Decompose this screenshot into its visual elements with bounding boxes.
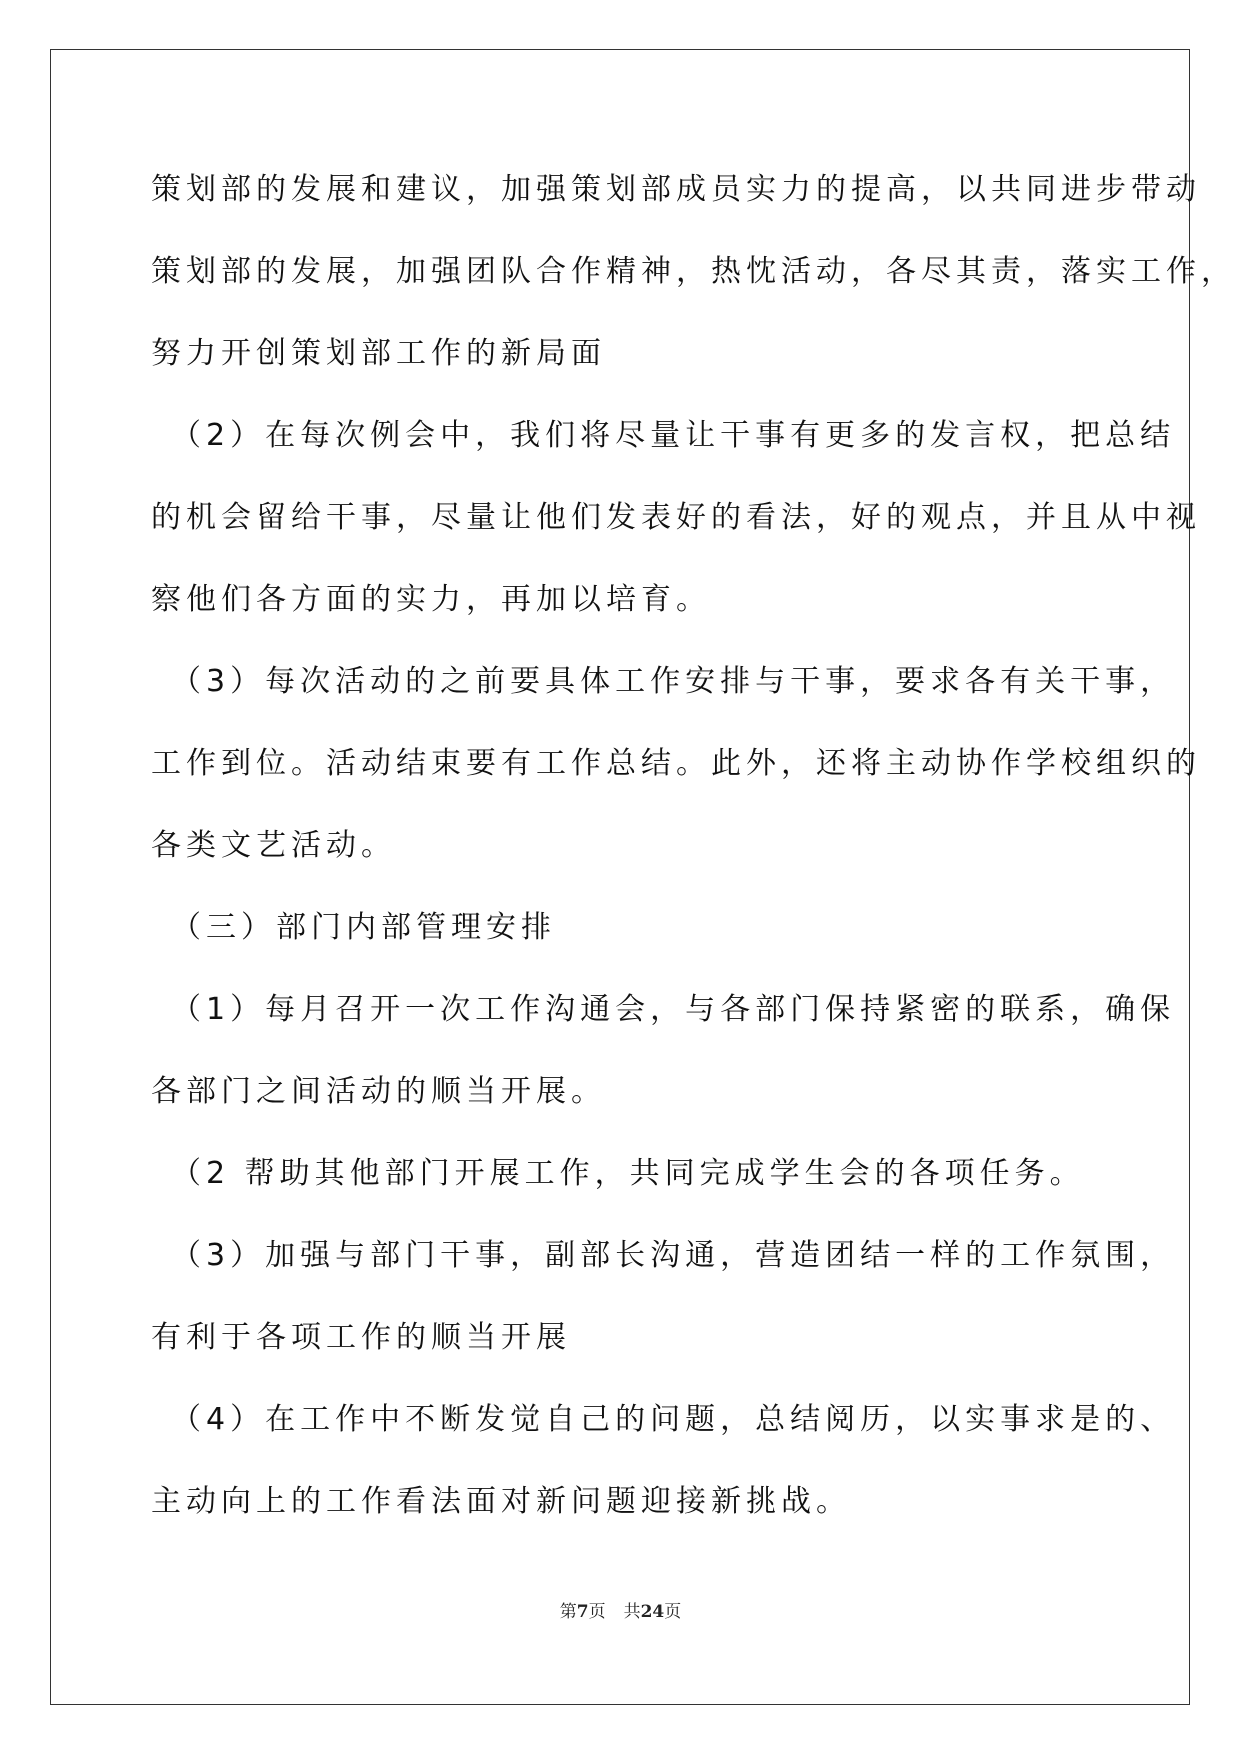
paragraph-line: 各部门之间活动的顺当开展。 <box>151 1074 606 1109</box>
paragraph-line: 策划部的发展和建议，加强策划部成员实力的提高，以共同进步带动 <box>151 172 1201 207</box>
footer-total-suffix: 页 <box>664 1602 682 1622</box>
footer-total-prefix: 共 <box>623 1602 641 1622</box>
paragraph-line: 努力开创策划部工作的新局面 <box>151 336 606 371</box>
paragraph-line: 察他们各方面的实力，再加以培育。 <box>151 582 711 617</box>
footer-page-number: 7 <box>576 1602 589 1622</box>
paragraph-line: （3）加强与部门干事，副部长沟通，营造团结一样的工作氛围， <box>151 1238 1176 1273</box>
paragraph-line: 工作到位。活动结束要有工作总结。此外，还将主动协作学校组织的 <box>151 746 1201 781</box>
footer-page-prefix: 第 <box>559 1602 577 1622</box>
footer-total-pages: 24 <box>640 1602 665 1622</box>
paragraph-line: 的机会留给干事，尽量让他们发表好的看法，好的观点，并且从中视 <box>151 500 1201 535</box>
paragraph-line: 各类文艺活动。 <box>151 828 396 863</box>
footer-page-suffix: 页 <box>588 1602 606 1622</box>
paragraph-line: 有利于各项工作的顺当开展 <box>151 1320 571 1355</box>
paragraph-line: 主动向上的工作看法面对新问题迎接新挑战。 <box>151 1484 851 1519</box>
paragraph-line: 策划部的发展，加强团队合作精神，热忱活动，各尽其责，落实工作， <box>151 254 1236 289</box>
paragraph-line: （3）每次活动的之前要具体工作安排与干事，要求各有关干事， <box>151 664 1176 699</box>
section-heading: （三）部门内部管理安排 <box>151 910 556 945</box>
page-footer <box>0 1597 1241 1622</box>
document-body <box>151 160 1236 1554</box>
paragraph-line: （2 帮助其他部门开展工作，共同完成学生会的各项任务。 <box>151 1156 1085 1191</box>
paragraph-line: （1）每月召开一次工作沟通会，与各部门保持紧密的联系，确保 <box>151 992 1176 1027</box>
paragraph-line: （4）在工作中不断发觉自己的问题，总结阅历，以实事求是的、 <box>151 1402 1176 1437</box>
paragraph-line: （2）在每次例会中，我们将尽量让干事有更多的发言权，把总结 <box>151 418 1176 453</box>
